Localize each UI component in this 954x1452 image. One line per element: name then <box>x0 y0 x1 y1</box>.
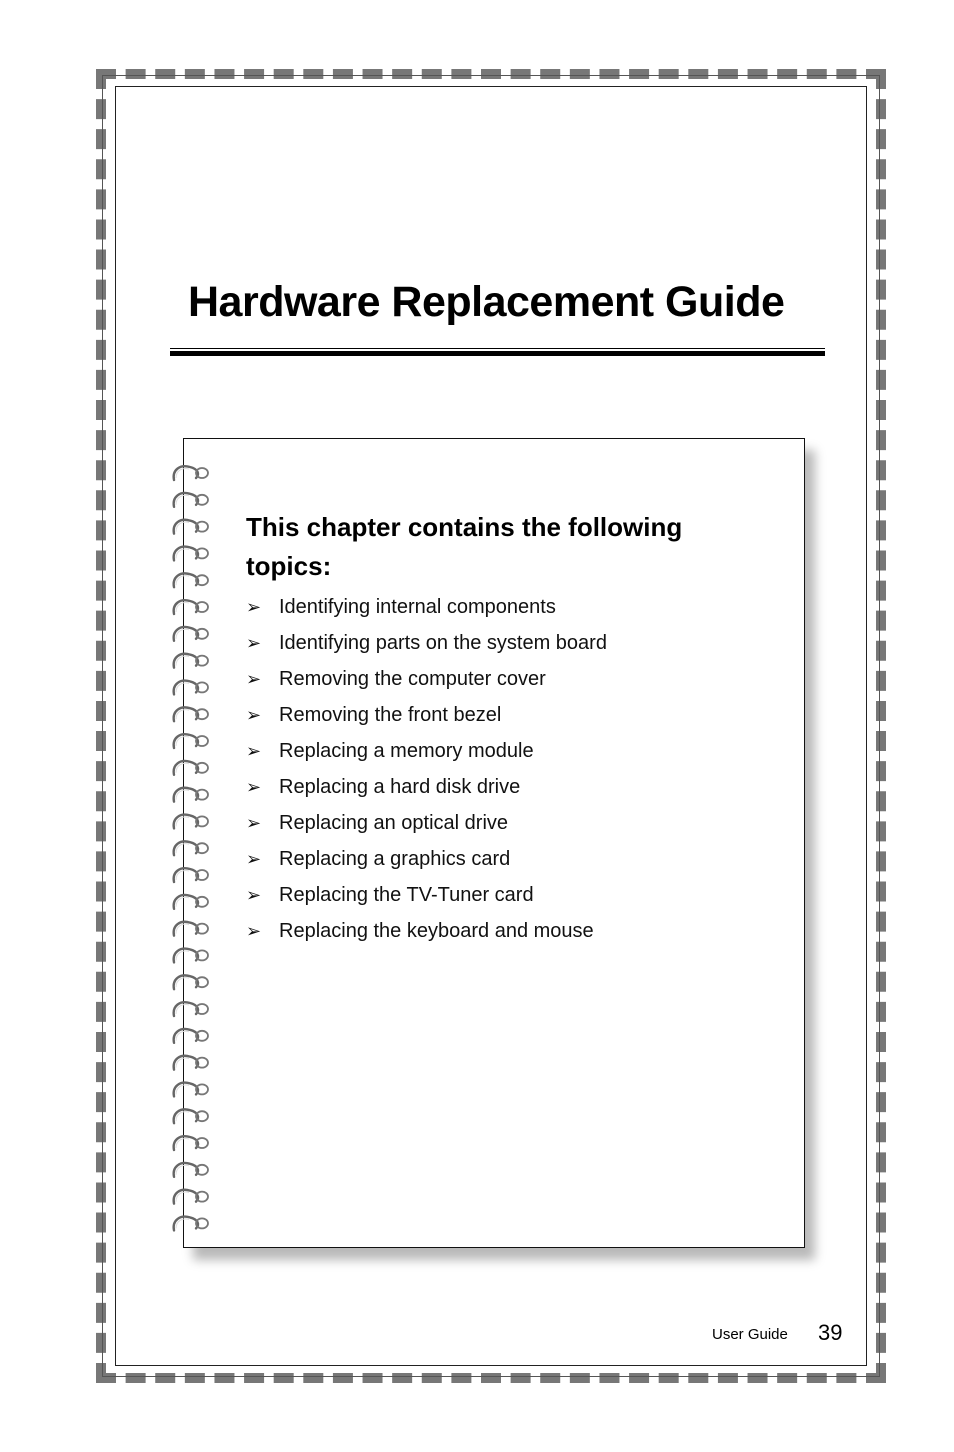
spiral-loop <box>174 788 208 802</box>
spiral-loop <box>174 1109 208 1123</box>
topic-label: Removing the front bezel <box>279 704 502 726</box>
list-item <box>246 841 766 877</box>
list-item <box>246 661 766 697</box>
spiral-loop <box>174 895 208 909</box>
spiral-loop <box>174 868 208 882</box>
topics-list <box>246 589 766 949</box>
spiral-loop <box>174 761 208 775</box>
arrowhead-bullet-icon: ➢ <box>246 885 262 905</box>
spiral-loop <box>174 1217 208 1231</box>
spiral-loop <box>174 922 208 936</box>
spiral-binding-icon <box>168 458 218 1238</box>
title-rule-thick <box>170 351 825 356</box>
topic-label: Replacing the keyboard and mouse <box>279 920 594 942</box>
spiral-loop <box>174 547 208 561</box>
topic-label: Replacing the TV-Tuner card <box>279 884 534 906</box>
spiral-loop <box>174 1083 208 1097</box>
page-number: 39 <box>818 1320 843 1345</box>
spiral-loop <box>174 654 208 668</box>
title-rule-thin <box>170 348 825 349</box>
spiral-loop <box>174 681 208 695</box>
spiral-loop <box>174 1056 208 1070</box>
arrowhead-bullet-icon: ➢ <box>246 669 262 689</box>
spiral-loop <box>174 1136 208 1150</box>
topic-label: Replacing a graphics card <box>279 848 511 870</box>
arrowhead-bullet-icon: ➢ <box>246 633 262 653</box>
spiral-loop <box>174 841 208 855</box>
list-item <box>246 769 766 805</box>
spiral-loop <box>174 1190 208 1204</box>
spiral-loop <box>174 466 208 480</box>
spiral-loop <box>174 493 208 507</box>
spiral-loop <box>174 975 208 989</box>
chapter-topics-heading: This chapter contains the following topics: <box>246 512 683 581</box>
list-item <box>246 913 766 949</box>
topic-label: Replacing an optical drive <box>279 812 509 834</box>
footer-guide-label: User Guide <box>712 1326 788 1343</box>
spiral-loop <box>174 1029 208 1043</box>
spiral-loop <box>174 627 208 641</box>
spiral-loop <box>174 1002 208 1016</box>
spiral-loop <box>174 815 208 829</box>
spiral-loop <box>174 600 208 614</box>
spiral-loop <box>174 707 208 721</box>
arrowhead-bullet-icon: ➢ <box>246 705 262 725</box>
list-item <box>246 625 766 661</box>
list-item <box>246 805 766 841</box>
page-title: Hardware Replacement Guide <box>188 278 785 326</box>
spiral-loop <box>174 1163 208 1177</box>
arrowhead-bullet-icon: ➢ <box>246 777 262 797</box>
topic-label: Identifying internal components <box>279 596 556 618</box>
spiral-loop <box>174 949 208 963</box>
list-item <box>246 697 766 733</box>
arrowhead-bullet-icon: ➢ <box>246 813 262 833</box>
spiral-loop <box>174 520 208 534</box>
arrowhead-bullet-icon: ➢ <box>246 741 262 761</box>
list-item <box>246 589 766 625</box>
topic-label: Identifying parts on the system board <box>279 632 607 654</box>
spiral-loop <box>174 573 208 587</box>
arrowhead-bullet-icon: ➢ <box>246 849 262 869</box>
topic-label: Removing the computer cover <box>279 668 546 690</box>
list-item <box>246 733 766 769</box>
arrowhead-bullet-icon: ➢ <box>246 597 262 617</box>
list-item <box>246 877 766 913</box>
spiral-loop <box>174 734 208 748</box>
arrowhead-bullet-icon: ➢ <box>246 921 262 941</box>
topic-label: Replacing a hard disk drive <box>279 776 521 798</box>
topic-label: Replacing a memory module <box>279 740 534 762</box>
